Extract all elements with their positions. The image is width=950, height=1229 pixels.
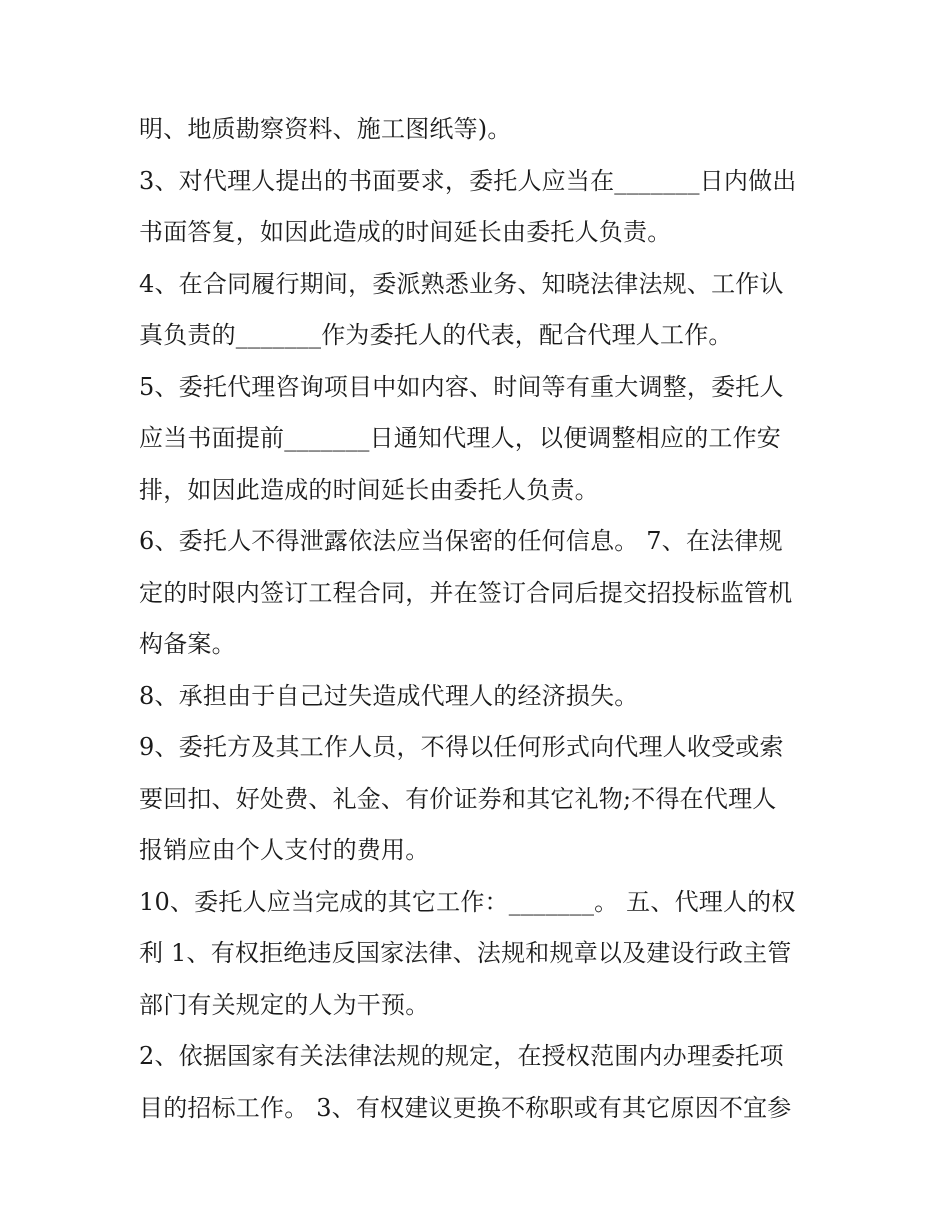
text-line: 部门有关规定的人为干预。 (139, 990, 430, 1019)
document-body (139, 104, 819, 1134)
text-line: 构备案。 (139, 630, 236, 658)
text-line: 真负责的_______作为委托人的代表，配合代理人工作。 (139, 321, 733, 349)
text-line: 定的时限内签订工程合同，并在签订合同后提交招投标监管机 (139, 578, 793, 607)
text-line: 3、对代理人提出的书面要求，委托人应当在_______日内做出 (139, 166, 797, 195)
text-line: 10、委托人应当完成的其它工作：_______。 五、代理人的权 (139, 887, 796, 916)
text-line: 书面答复，如因此造成的时间延长由委托人负责。 (139, 218, 672, 246)
text-line: 要回扣、好处费、礼金、有价证券和其它礼物;不得在代理人 (139, 784, 777, 813)
text-line: 利 1、有权拒绝违反国家法律、法规和规章以及建设行政主管 (139, 939, 792, 967)
text-line: 应当书面提前_______日通知代理人，以便调整相应的工作安 (139, 424, 781, 452)
text-line: 排，如因此造成的时间延长由委托人负责。 (139, 475, 599, 504)
text-line: 报销应由个人支付的费用。 (139, 836, 430, 864)
text-line: 2、依据国家有关法律法规的规定，在授权范围内办理委托项 (139, 1042, 784, 1070)
text-line: 6、委托人不得泄露依法应当保密的任何信息。 7、在法律规 (139, 527, 783, 555)
text-line: 9、委托方及其工作人员，不得以任何形式向代理人收受或索 (139, 733, 784, 761)
text-line: 4、在合同履行期间，委派熟悉业务、知晓法律法规、工作认 (139, 269, 784, 298)
text-line: 明、地质勘察资料、施工图纸等)。 (139, 115, 512, 143)
text-line: 8、承担由于自己过失造成代理人的经济损失。 (139, 681, 639, 710)
text-line: 5、委托代理咨询项目中如内容、时间等有重大调整，委托人 (139, 372, 784, 401)
text-line: 目的招标工作。 3、有权建议更换不称职或有其它原因不宜参 (139, 1093, 792, 1122)
